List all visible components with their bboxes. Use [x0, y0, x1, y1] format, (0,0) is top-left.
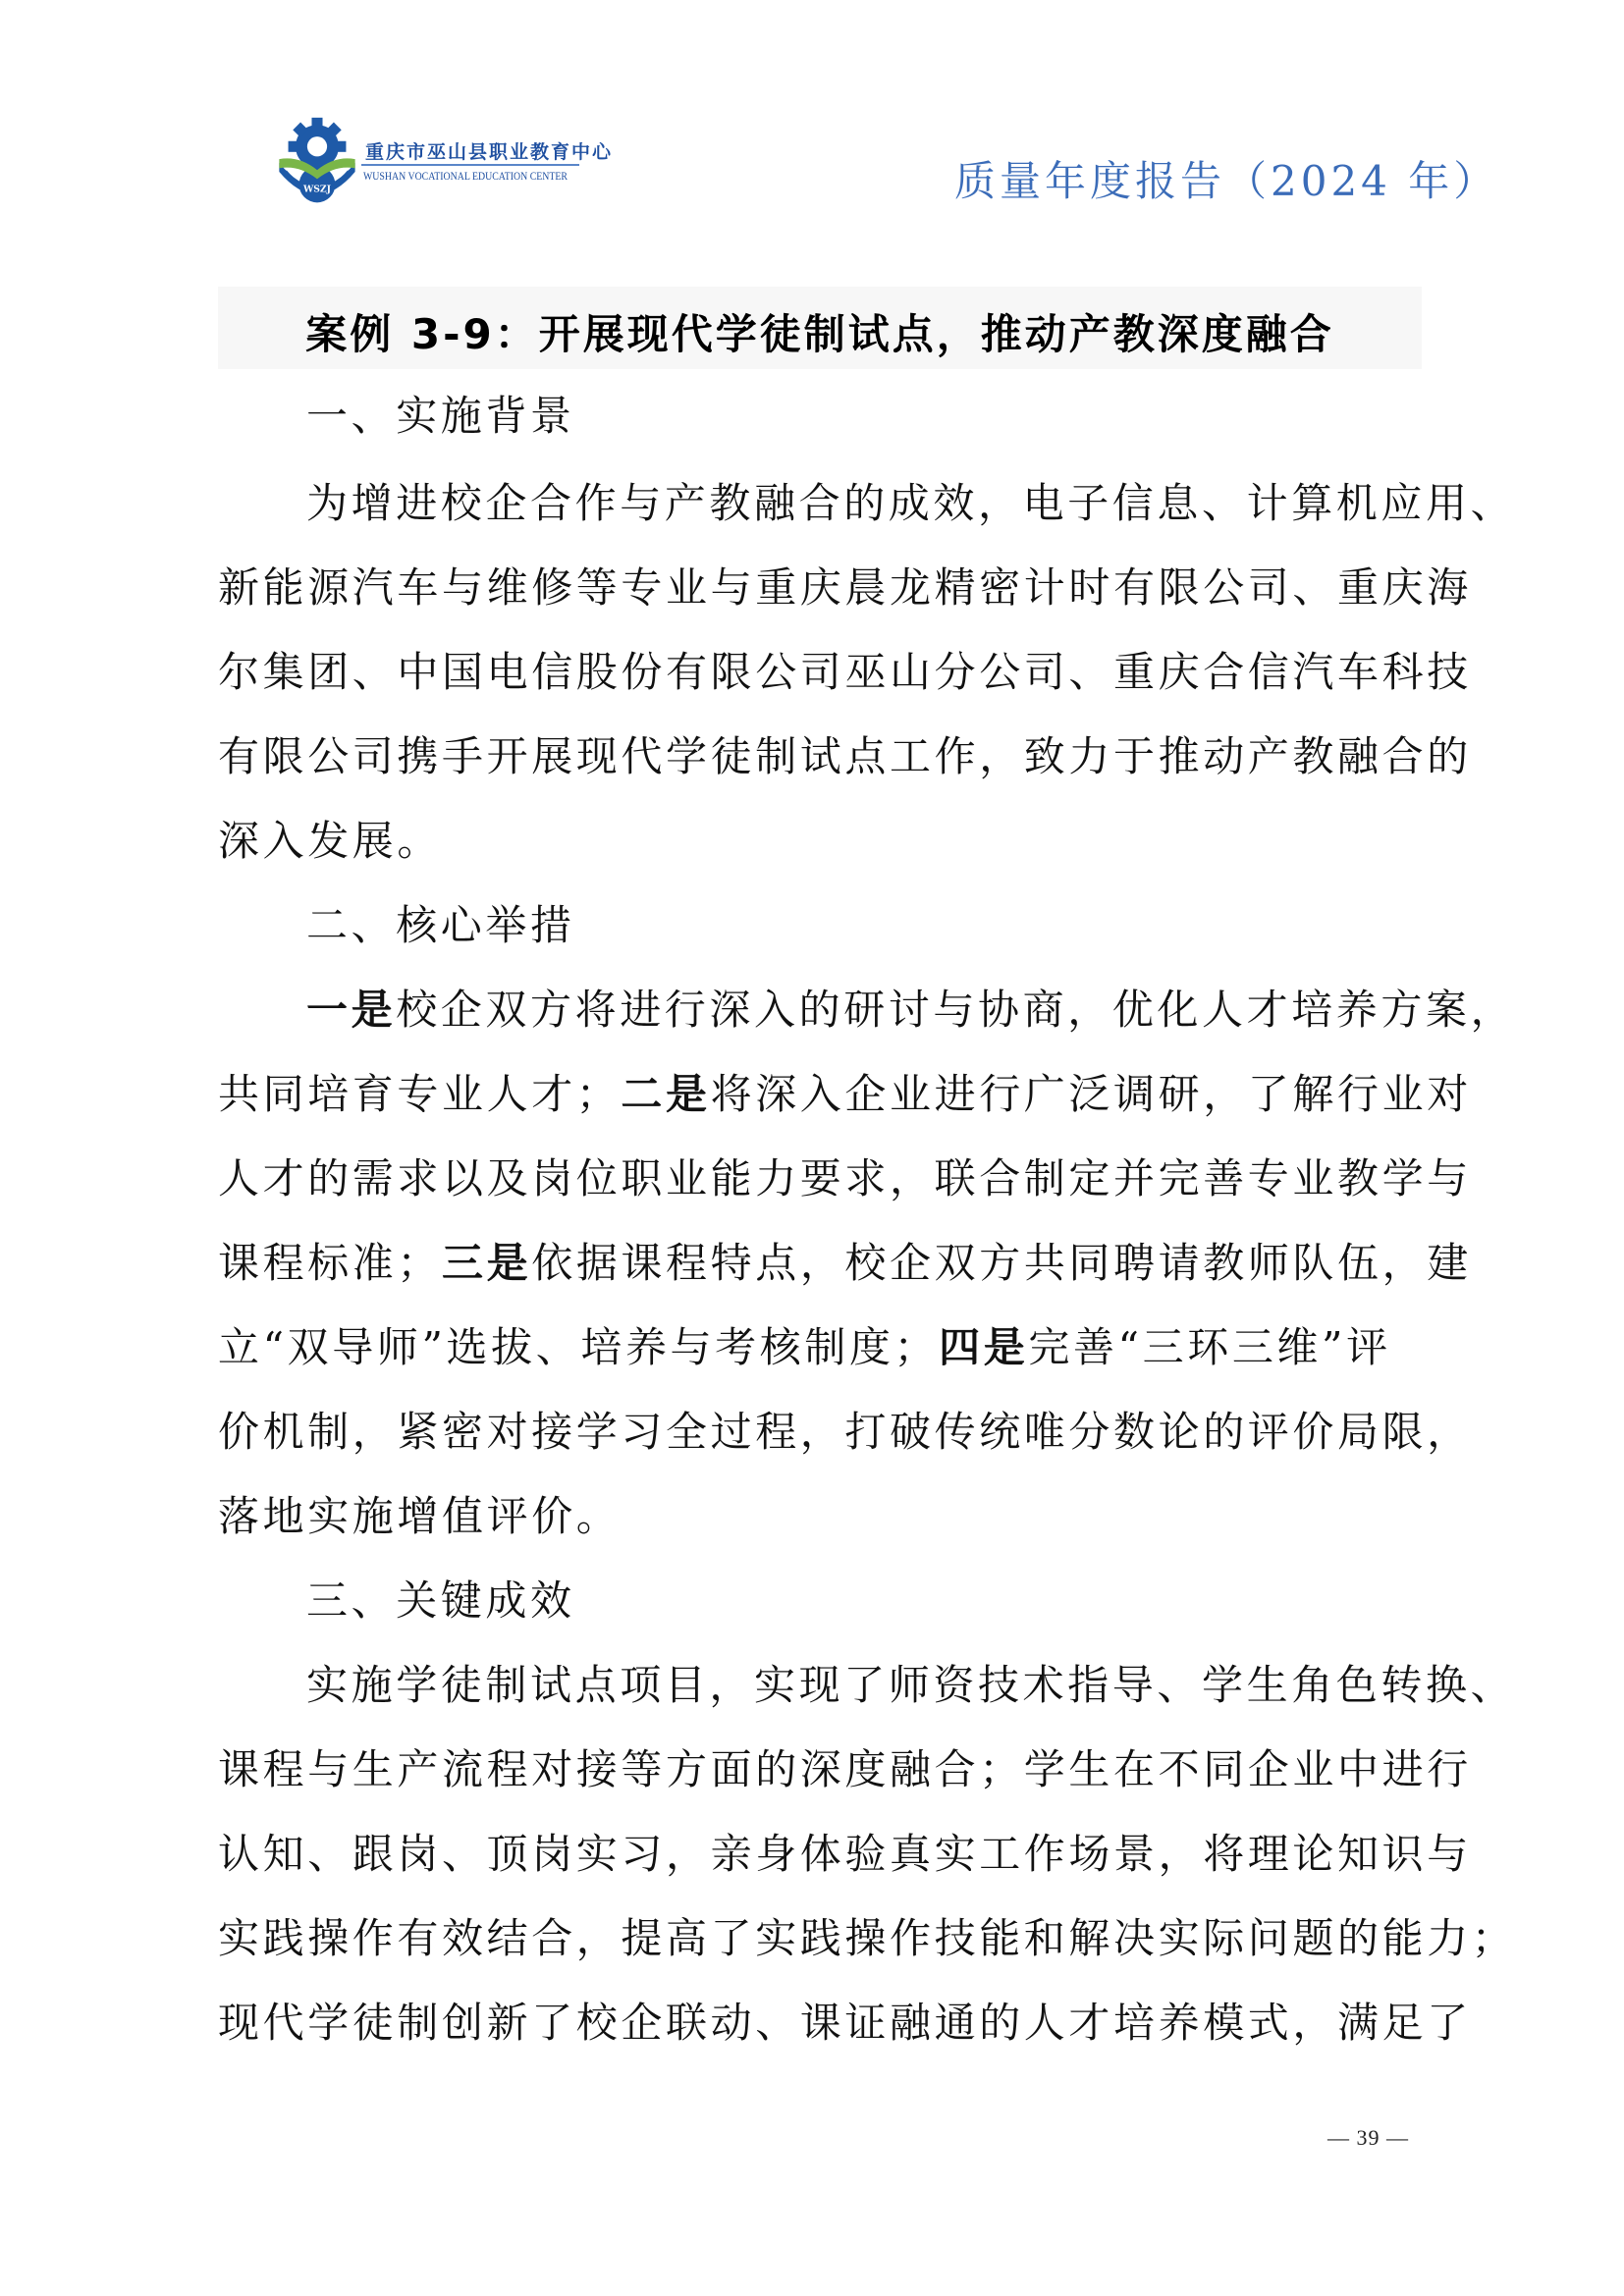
measure-label: 二是 — [621, 1070, 711, 1118]
measure-label: 一是 — [306, 986, 397, 1034]
measure-text: 落地实施增值评价。 — [218, 1492, 622, 1540]
paragraph-line: 新能源汽车与维修等专业与重庆晨龙精密计时有限公司、重庆海 — [218, 563, 1472, 612]
school-name-cn: 重庆市巫山县职业教育中心 — [365, 141, 614, 163]
measure-text: 课程标准； — [218, 1239, 443, 1287]
paragraph-line: 实施学徒制试点项目，实现了师资技术指导、学生角色转换、 — [306, 1661, 1516, 1709]
paragraph-line: 为增进校企合作与产教融合的成效，电子信息、计算机应用、 — [306, 479, 1516, 527]
measure-text: 人才的需求以及岗位职业能力要求，联合制定并完善专业教学与 — [218, 1154, 1472, 1202]
section-heading: 一、实施背景 — [306, 392, 575, 440]
measure-text: 价机制，紧密对接学习全过程，打破传统唯分数论的评价局限， — [218, 1408, 1472, 1456]
paragraph-line — [218, 1322, 1391, 1373]
paragraph-line: 课程与生产流程对接等方面的深度融合；学生在不同企业中进行 — [218, 1745, 1472, 1793]
page-number: — 39 — — [1327, 2125, 1409, 2150]
svg-text:WSZJ: WSZJ — [302, 184, 332, 195]
paragraph-line — [306, 985, 1515, 1036]
paragraph-line: 现代学徒制创新了校企联动、课证融通的人才培养模式，满足了 — [218, 1999, 1472, 2047]
paragraph-line: 尔集团、中国电信股份有限公司巫山分公司、重庆合信汽车科技 — [218, 648, 1472, 696]
paragraph-line: 认知、跟岗、顶岗实习，亲身体验真实工作场景，将理论知识与 — [218, 1830, 1472, 1878]
paragraph-line — [218, 1238, 1472, 1289]
section-heading: 三、关键成效 — [306, 1576, 575, 1625]
measure-text: 立“双导师”选拔、培养与考核制度； — [218, 1323, 940, 1371]
section-heading: 二、核心举措 — [306, 901, 575, 949]
school-logo-icon — [272, 116, 362, 206]
measure-text: 将深入企业进行广泛调研，了解行业对 — [710, 1070, 1472, 1118]
case-title-band — [218, 287, 1422, 369]
measure-text: 校企双方将进行深入的研讨与协商，优化人才培养方案， — [396, 986, 1516, 1034]
measure-text: 完善“三环三维”评 — [1028, 1323, 1391, 1371]
school-name-en: WUSHAN VOCATIONAL EDUCATION CENTER — [363, 169, 568, 183]
case-title: 案例 3-9：开展现代学徒制试点，推动产教深度融合 — [305, 310, 1334, 358]
paragraph-line — [218, 1153, 1472, 1204]
paragraph-line — [218, 1491, 621, 1542]
paragraph-line: 有限公司携手开展现代学徒制试点工作，致力于推动产教融合的 — [218, 732, 1472, 780]
paragraph-line: 深入发展。 — [218, 817, 443, 865]
logo-divider — [361, 164, 579, 166]
paragraph-line — [218, 1407, 1472, 1458]
measure-label: 四是 — [939, 1323, 1029, 1371]
measure-label: 三是 — [442, 1239, 532, 1287]
measure-text: 依据课程特点，校企双方共同聘请教师队伍，建 — [531, 1239, 1472, 1287]
page-header — [0, 0, 1624, 226]
report-title: 质量年度报告（2024 年） — [954, 157, 1499, 205]
paragraph-line — [218, 1069, 1472, 1120]
paragraph-line: 实践操作有效结合，提高了实践操作技能和解决实际问题的能力； — [218, 1914, 1517, 1962]
measure-text: 共同培育专业人才； — [218, 1070, 622, 1118]
